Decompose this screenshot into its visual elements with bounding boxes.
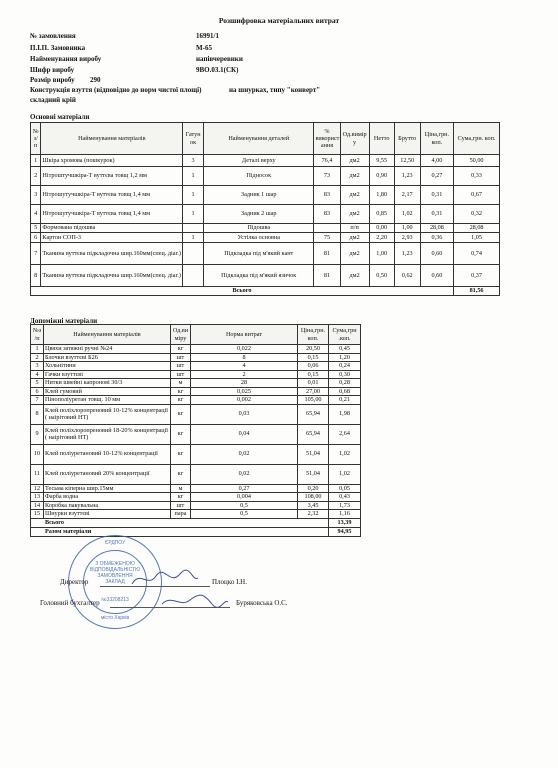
table-cell: 1,80	[369, 186, 394, 205]
table-cell	[183, 224, 204, 233]
table-cell: 0,31	[420, 205, 453, 224]
product-label: Найменування виробу	[30, 55, 102, 63]
table-cell: Клей поліуретановий 20% концентрації	[44, 464, 171, 484]
extra-col-header: Сума,грн .коп.	[329, 325, 361, 345]
table-cell: 2,32	[298, 510, 329, 519]
table-cell: 83	[314, 205, 340, 224]
table-cell: Нітроштучшкіра-Т вуттєва товщ 1,2 мм	[41, 167, 183, 186]
table-cell: 65,94	[298, 404, 329, 424]
total-label: Всього	[31, 287, 454, 296]
table-cell: 65,94	[298, 424, 329, 444]
main-materials-table	[30, 122, 500, 296]
table-cell: 0,21	[329, 396, 361, 405]
table-cell: 1,16	[329, 510, 361, 519]
table-cell: 2	[31, 167, 41, 186]
stamp-line-2: ВІДПОВІДАЛЬНІСТЮ	[89, 567, 141, 573]
table-cell: 15	[31, 510, 44, 519]
table-cell: 1	[183, 167, 204, 186]
table-cell: 8	[31, 404, 44, 424]
table-cell: 0,36	[420, 233, 453, 243]
table-row	[31, 387, 361, 396]
table-cell: 0,50	[369, 265, 394, 287]
table-cell: Коробка пакувальна	[44, 501, 171, 510]
table-cell	[314, 224, 340, 233]
table-cell: 0,31	[420, 186, 453, 205]
extra-col-header: №з /п	[31, 325, 44, 345]
product-value: напівчеревики	[196, 55, 243, 63]
table-row	[31, 167, 500, 186]
table-cell: шт	[171, 370, 191, 379]
stamp-line-4: ЗАКЛАД	[105, 579, 125, 585]
table-row	[31, 396, 361, 405]
table-cell: 1	[183, 233, 204, 243]
table-cell: 28,08	[454, 224, 500, 233]
table-row	[31, 501, 361, 510]
table-cell: 105,00	[298, 396, 329, 405]
table-cell: 1,00	[369, 243, 394, 265]
accountant-name: Буряковська О.С.	[236, 599, 288, 607]
table-cell: 0,004	[191, 493, 298, 502]
table-cell: 27,00	[298, 387, 329, 396]
table-cell: 0,025	[191, 387, 298, 396]
main-col-header: Нетто	[369, 123, 394, 155]
table-cell: 3	[31, 186, 41, 205]
main-col-header: Ціна,грн. коп.	[420, 123, 453, 155]
table-cell: Пінополіуретан товщ. 10 мм	[44, 396, 171, 405]
table-cell: 12	[31, 484, 44, 493]
table-cell: 1	[31, 345, 44, 354]
table-cell: дм2	[340, 233, 369, 243]
table-cell: 2	[31, 353, 44, 362]
table-cell: 0,5	[191, 510, 298, 519]
table-cell: 1	[183, 186, 204, 205]
table-cell: 0,33	[454, 167, 500, 186]
cut-text: складний крій	[30, 96, 76, 104]
table-cell: 3	[31, 362, 44, 371]
table-cell: Хольнітини	[44, 362, 171, 371]
table-cell: 13	[31, 493, 44, 502]
main-table-header	[31, 123, 500, 155]
code-value: 9ВО.03.1(СК)	[196, 66, 239, 74]
table-cell: 0,37	[454, 265, 500, 287]
main-section-title: Основні матеріали	[30, 113, 90, 121]
table-cell: 76,4	[314, 155, 340, 167]
main-col-header: Брутто	[394, 123, 420, 155]
table-row	[31, 186, 500, 205]
table-cell: кг	[171, 424, 191, 444]
table-cell	[183, 265, 204, 287]
table-cell: 0,28	[329, 379, 361, 388]
table-cell: 73	[314, 167, 340, 186]
table-cell: Тканина вуттєва підкладочна шир.160мм(спец. діаг.)	[41, 243, 183, 265]
stamp-line-1: З ОБМЕЖЕНОЮ	[95, 561, 135, 567]
director-name: Плоцко І.Н.	[212, 578, 247, 586]
table-cell: 0,60	[420, 243, 453, 265]
customer-label: П.І.П. Замовника	[30, 44, 86, 52]
table-row	[31, 484, 361, 493]
table-cell: 1,23	[394, 243, 420, 265]
table-cell: шт	[171, 362, 191, 371]
table-cell: 4,00	[420, 155, 453, 167]
table-cell: 1,02	[329, 464, 361, 484]
table-cell: 1	[31, 155, 41, 167]
table-cell: 81	[314, 265, 340, 287]
table-cell: 0,43	[329, 493, 361, 502]
table-cell: 7	[31, 243, 41, 265]
table-cell: Нітрошутучшкіра-Т вуттєва товщ 1,4 мм	[41, 205, 183, 224]
table-cell: 0,30	[329, 370, 361, 379]
table-cell: 0,002	[191, 396, 298, 405]
total-value: 13,39	[329, 518, 361, 527]
table-cell: 0,022	[191, 345, 298, 354]
table-cell: м	[171, 484, 191, 493]
table-cell: 1	[183, 205, 204, 224]
table-cell: 83	[314, 186, 340, 205]
table-cell: пара	[171, 510, 191, 519]
stamp-top-text: ЄРДПОУ	[104, 540, 126, 546]
table-cell: Цвяхи затяжні ручні №24	[44, 345, 171, 354]
table-cell: 0,02	[191, 444, 298, 464]
table-cell: 28,08	[420, 224, 453, 233]
table-cell: кг	[171, 444, 191, 464]
table-cell: Задник 2 шар	[204, 205, 314, 224]
table-cell: Блочки взуттєві Б26	[44, 353, 171, 362]
stamp-line-3: ЗАМОВЛЕННЯ	[97, 573, 133, 579]
code-label: Шифр виробу	[30, 66, 75, 74]
table-cell: 1,00	[394, 224, 420, 233]
table-cell: Тесьма кіперна шир.15мм	[44, 484, 171, 493]
main-col-header: № з/п	[31, 123, 41, 155]
extra-col-header: Од.ви міру	[171, 325, 191, 345]
table-cell: шт	[171, 353, 191, 362]
table-cell: 0,62	[394, 265, 420, 287]
director-signature	[130, 568, 200, 590]
table-cell: 0,20	[298, 484, 329, 493]
total-value: 94,95	[329, 527, 361, 536]
table-cell: шт	[171, 501, 191, 510]
total-value: 81,56	[454, 287, 500, 296]
stamp-city: місто Харків	[100, 615, 130, 621]
table-cell: 10	[31, 444, 44, 464]
table-row	[31, 379, 361, 388]
table-cell: Клей гумовий	[44, 387, 171, 396]
table-row	[31, 444, 361, 464]
main-col-header: Найменування деталей	[204, 123, 314, 155]
table-cell: 0,74	[454, 243, 500, 265]
document-title: Розшифровка матеріальних витрат	[218, 16, 340, 25]
table-row	[31, 370, 361, 379]
table-cell: 0,02	[191, 464, 298, 484]
table-cell: дм2	[340, 265, 369, 287]
size-value: 290	[90, 76, 101, 84]
table-cell: 0,03	[191, 404, 298, 424]
stamp-code: №33208213	[101, 597, 129, 603]
table-cell: 51,04	[298, 464, 329, 484]
table-cell: 4	[31, 370, 44, 379]
table-cell: 2,64	[329, 424, 361, 444]
table-row	[31, 243, 500, 265]
table-row	[31, 345, 361, 354]
table-row	[31, 404, 361, 424]
table-cell: дм2	[340, 243, 369, 265]
construction-label: Конструкція взуття (відповідно до норм чистої площі)	[30, 86, 202, 94]
table-cell: дм2	[340, 155, 369, 167]
table-cell: 0,85	[369, 205, 394, 224]
table-cell: 0,90	[369, 167, 394, 186]
table-row	[31, 493, 361, 502]
table-cell: Задник 1 шар	[204, 186, 314, 205]
table-cell: 14	[31, 501, 44, 510]
table-cell: 0,67	[454, 186, 500, 205]
table-cell: Клей поліхлоропреновий 10-12% концентрації ( наірітовий НТ)	[44, 404, 171, 424]
table-row	[31, 464, 361, 484]
table-cell: 1,02	[329, 444, 361, 464]
table-cell: Формована підошва	[41, 224, 183, 233]
size-label: Розмір виробу	[30, 76, 75, 84]
table-cell: Підкладка під м'який язичок	[204, 265, 314, 287]
table-cell: 12,50	[394, 155, 420, 167]
order-value: 16991/1	[196, 32, 219, 40]
table-cell: 0,06	[298, 362, 329, 371]
table-cell: дм2	[340, 186, 369, 205]
table-cell: 4	[31, 205, 41, 224]
table-cell: Підошва	[204, 224, 314, 233]
table-row	[31, 205, 500, 224]
main-col-header: Найменування матеріалів	[41, 123, 183, 155]
table-cell: 3,45	[298, 501, 329, 510]
table-cell: Підкладка під м'який кант	[204, 243, 314, 265]
extra-section-title: Допоміжні матеріали	[30, 317, 98, 325]
table-cell: 20,50	[298, 345, 329, 354]
table-cell: 8	[191, 353, 298, 362]
table-row	[31, 265, 500, 287]
total-row	[31, 518, 361, 527]
table-row	[31, 155, 500, 167]
main-col-header: Од.вимір у	[340, 123, 369, 155]
accountant-signature	[160, 590, 230, 612]
total-row	[31, 527, 361, 536]
table-cell: Гачки взуттєві	[44, 370, 171, 379]
main-col-header: Сума,грн. коп.	[454, 123, 500, 155]
main-col-header: % використ ання	[314, 123, 340, 155]
table-cell: кг	[171, 404, 191, 424]
table-cell: 2,17	[394, 186, 420, 205]
table-cell: 0,27	[191, 484, 298, 493]
table-row	[31, 424, 361, 444]
total-row	[31, 287, 500, 296]
table-cell: кг	[171, 464, 191, 484]
table-cell: 3	[183, 155, 204, 167]
table-cell: 0,24	[329, 362, 361, 371]
table-cell	[183, 243, 204, 265]
table-cell: м	[171, 379, 191, 388]
extra-col-header: Найменування матеріалів	[44, 325, 171, 345]
table-cell: 9	[31, 424, 44, 444]
extra-table-header	[31, 325, 361, 345]
table-cell: кг	[171, 493, 191, 502]
table-cell: 11	[31, 464, 44, 484]
table-cell: Картон СОП-3	[41, 233, 183, 243]
table-cell: 0,45	[329, 345, 361, 354]
table-cell: 1,73	[329, 501, 361, 510]
table-cell: 1,02	[394, 205, 420, 224]
table-cell: Нітрошутучшкіра-Т вуттєва товщ 1,4 мм	[41, 186, 183, 205]
table-cell: 1,23	[394, 167, 420, 186]
accountant-label: Головний бухгалтер	[40, 599, 100, 607]
table-cell: 0,15	[298, 353, 329, 362]
table-cell: 6	[31, 387, 44, 396]
table-cell: 51,04	[298, 444, 329, 464]
table-cell: 7	[31, 396, 44, 405]
construction-value: на шнурках, типу "конверт"	[229, 86, 321, 94]
table-cell: 4	[191, 362, 298, 371]
table-cell: 0,32	[454, 205, 500, 224]
table-cell: 81	[314, 243, 340, 265]
table-row	[31, 224, 500, 233]
table-cell: 8	[31, 265, 41, 287]
table-cell: 2,93	[394, 233, 420, 243]
table-cell: кг	[171, 396, 191, 405]
table-cell: 0,15	[298, 370, 329, 379]
table-cell: Тканина вуттєва підкладочна шир.160мм(спец. діаг.)	[41, 265, 183, 287]
table-row	[31, 362, 361, 371]
table-row	[31, 233, 500, 243]
extra-col-header: Норма витрат	[191, 325, 298, 345]
table-cell: 0,27	[420, 167, 453, 186]
table-cell: Підносок	[204, 167, 314, 186]
table-cell: 0,05	[329, 484, 361, 493]
main-col-header: Гатун ок	[183, 123, 204, 155]
table-cell: 5	[31, 224, 41, 233]
table-cell: Нитки швейні капронові 30/3	[44, 379, 171, 388]
table-cell: 1,20	[329, 353, 361, 362]
table-cell: Устілка основна	[204, 233, 314, 243]
table-cell: Шнурки взуттєві	[44, 510, 171, 519]
table-cell: 6	[31, 233, 41, 243]
table-cell: 1,05	[454, 233, 500, 243]
table-cell: 0,5	[191, 501, 298, 510]
director-label: Директор	[60, 578, 89, 586]
table-cell: дм2	[340, 167, 369, 186]
customer-value: M-65	[196, 44, 212, 52]
table-cell: кг	[171, 387, 191, 396]
total-label: Всього	[31, 518, 329, 527]
table-cell: 9,55	[369, 155, 394, 167]
table-cell: 28	[191, 379, 298, 388]
table-cell: Клей поліхлоропреновий 18-20% концентрації ( наірітовий НТ)	[44, 424, 171, 444]
table-row	[31, 510, 361, 519]
extra-materials-table	[30, 324, 361, 537]
order-label: № замовлення	[30, 32, 76, 40]
table-cell: Деталі верху	[204, 155, 314, 167]
total-label: Разом матеріали	[31, 527, 329, 536]
table-cell: Клей поліуретановий 10-12% концентрації	[44, 444, 171, 464]
table-cell: 75	[314, 233, 340, 243]
table-cell: 2,20	[369, 233, 394, 243]
table-cell: 108,00	[298, 493, 329, 502]
table-cell: 2	[191, 370, 298, 379]
table-cell: 0,01	[298, 379, 329, 388]
table-cell: Фарба водна	[44, 493, 171, 502]
table-cell: 5	[31, 379, 44, 388]
table-cell: 1,98	[329, 404, 361, 424]
table-cell: дм2	[340, 205, 369, 224]
table-cell: 0,00	[369, 224, 394, 233]
table-cell: 0,68	[329, 387, 361, 396]
table-cell: 50,00	[454, 155, 500, 167]
extra-col-header: Ціна,грн. коп.	[298, 325, 329, 345]
table-cell: п/п	[340, 224, 369, 233]
table-cell: 0,60	[420, 265, 453, 287]
table-cell: Шкіра хромова (пошкурок)	[41, 155, 183, 167]
table-row	[31, 353, 361, 362]
table-cell: 0,04	[191, 424, 298, 444]
table-cell: кг	[171, 345, 191, 354]
